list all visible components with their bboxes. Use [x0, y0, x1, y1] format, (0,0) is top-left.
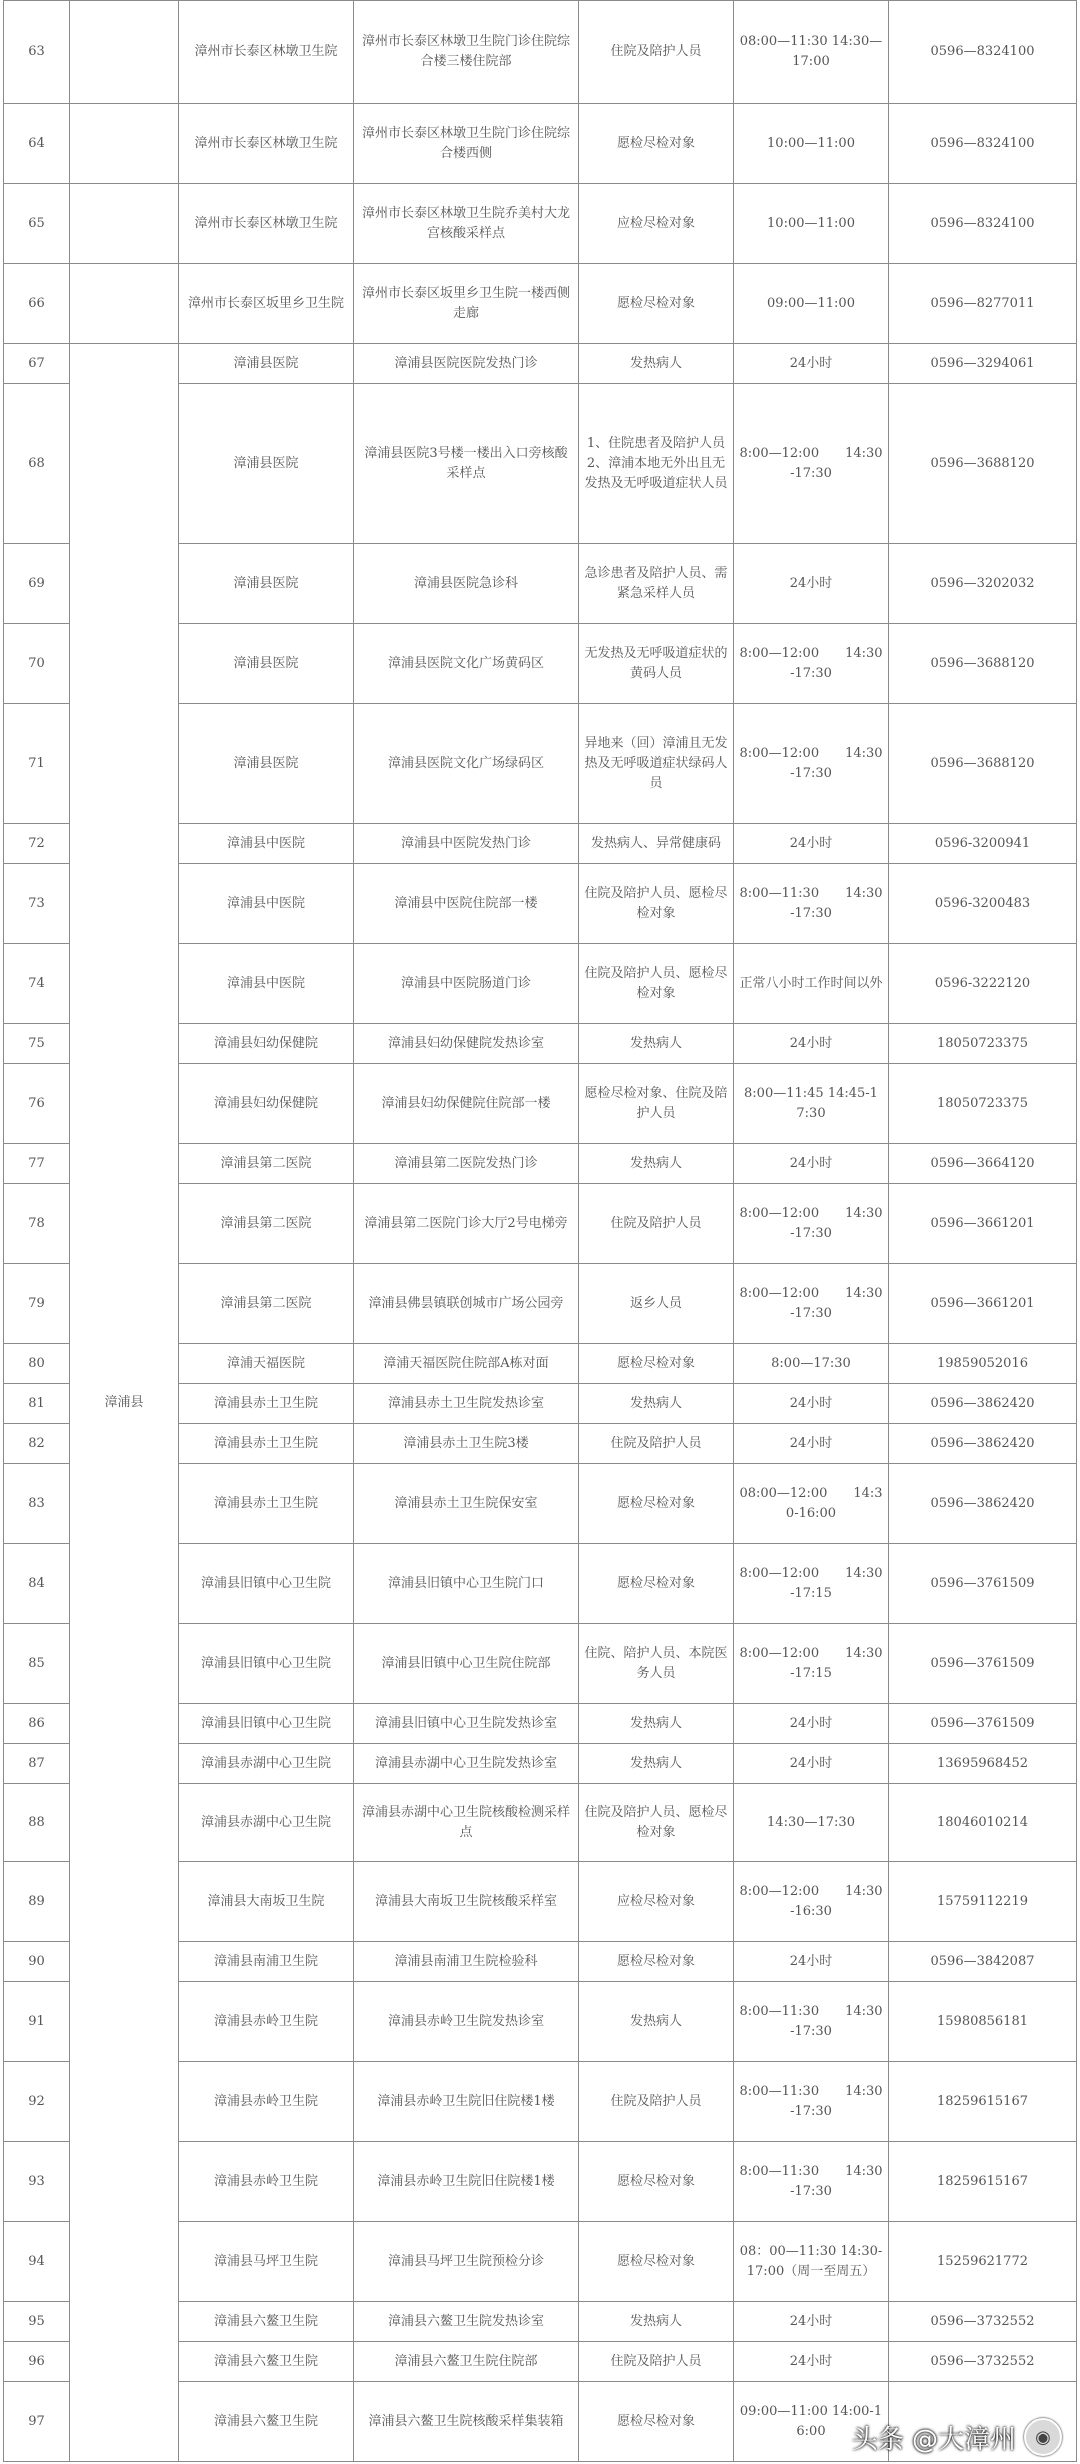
cell-time: 8:00—11:45 14:45-17:30 [734, 1064, 889, 1144]
cell-phone: 0596—3688120 [889, 384, 1077, 544]
cell-site: 漳浦县佛昙镇联创城市广场公园旁 [354, 1264, 579, 1344]
cell-phone: 0596—3664120 [889, 1144, 1077, 1184]
cell-no: 85 [4, 1624, 70, 1704]
cell-phone: 15759112219 [889, 1862, 1077, 1942]
cell-phone: 0596—3732552 [889, 2342, 1077, 2382]
cell-time: 8:00—12:00 14:30-17:15 [734, 1624, 889, 1704]
cell-site: 漳浦县中医院发热门诊 [354, 824, 579, 864]
cell-target: 住院及陪护人员 [579, 1, 734, 104]
cell-time: 24小时 [734, 544, 889, 624]
cell-target: 愿检尽检对象 [579, 2142, 734, 2222]
cell-no: 67 [4, 344, 70, 384]
cell-hospital: 漳浦县赤土卫生院 [179, 1424, 354, 1464]
cell-time: 10:00—11:00 [734, 184, 889, 264]
cell-time: 24小时 [734, 2342, 889, 2382]
cell-time: 24小时 [734, 344, 889, 384]
cell-target: 发热病人 [579, 1744, 734, 1784]
cell-target: 住院及陪护人员 [579, 1184, 734, 1264]
table-row [4, 104, 1077, 184]
cell-no: 91 [4, 1982, 70, 2062]
cell-no: 83 [4, 1464, 70, 1544]
cell-target: 应检尽检对象 [579, 184, 734, 264]
cell-hospital: 漳浦县医院 [179, 344, 354, 384]
cell-site: 漳浦县赤湖中心卫生院核酸检测采样点 [354, 1784, 579, 1862]
cell-hospital: 漳浦县六鳌卫生院 [179, 2382, 354, 2462]
cell-time: 24小时 [734, 1744, 889, 1784]
cell-no: 70 [4, 624, 70, 704]
watermark [852, 2418, 1062, 2456]
cell-target: 发热病人 [579, 1384, 734, 1424]
cell-no: 87 [4, 1744, 70, 1784]
cell-site: 漳浦县赤土卫生院保安室 [354, 1464, 579, 1544]
cell-phone: 0596—8277011 [889, 264, 1077, 344]
table-row [4, 1, 1077, 104]
cell-hospital: 漳浦县赤土卫生院 [179, 1384, 354, 1424]
cell-time: 24小时 [734, 1942, 889, 1982]
cell-target: 愿检尽检对象 [579, 1544, 734, 1624]
cell-site: 漳浦县医院3号楼一楼出入口旁核酸采样点 [354, 384, 579, 544]
cell-hospital: 漳浦县妇幼保健院 [179, 1064, 354, 1144]
cell-district-empty [70, 1, 179, 104]
cell-phone: 0596—3688120 [889, 624, 1077, 704]
cell-phone: 0596—3294061 [889, 344, 1077, 384]
cell-no: 88 [4, 1784, 70, 1862]
cell-hospital: 漳州市长泰区坂里乡卫生院 [179, 264, 354, 344]
cell-hospital: 漳浦县旧镇中心卫生院 [179, 1544, 354, 1624]
cell-hospital: 漳浦县赤岭卫生院 [179, 2142, 354, 2222]
cell-phone: 13695968452 [889, 1744, 1077, 1784]
cell-target: 住院及陪护人员、愿检尽检对象 [579, 1784, 734, 1862]
cell-target: 住院及陪护人员 [579, 1424, 734, 1464]
cell-site: 漳浦县大南坂卫生院核酸采样室 [354, 1862, 579, 1942]
cell-hospital: 漳浦县赤湖中心卫生院 [179, 1744, 354, 1784]
cell-no: 68 [4, 384, 70, 544]
cell-no: 63 [4, 1, 70, 104]
cell-hospital: 漳州市长泰区林墩卫生院 [179, 1, 354, 104]
cell-target: 愿检尽检对象 [579, 1344, 734, 1384]
cell-site: 漳浦县赤岭卫生院旧住院楼1楼 [354, 2142, 579, 2222]
cell-site: 漳浦县马坪卫生院预检分诊 [354, 2222, 579, 2302]
cell-site: 漳浦县医院文化广场黄码区 [354, 624, 579, 704]
cell-phone: 0596—3842087 [889, 1942, 1077, 1982]
cell-no: 71 [4, 704, 70, 824]
cell-site: 漳浦县赤土卫生院发热诊室 [354, 1384, 579, 1424]
cell-target: 异地来（回）漳浦且无发热及无呼吸道症状绿码人员 [579, 704, 734, 824]
cell-site: 漳浦县医院医院发热门诊 [354, 344, 579, 384]
cell-site: 漳浦县六鳌卫生院住院部 [354, 2342, 579, 2382]
cell-no: 69 [4, 544, 70, 624]
cell-time: 8:00—12:00 14:30-17:15 [734, 1544, 889, 1624]
watermark-text: 头条 @大漳州 [851, 2424, 1016, 2455]
cell-phone: 0596—3761509 [889, 1544, 1077, 1624]
cell-district-empty [70, 184, 179, 264]
cell-no: 64 [4, 104, 70, 184]
cell-time: 8:00—12:00 14:30-17:30 [734, 1264, 889, 1344]
cell-time: 正常八小时工作时间以外 [734, 944, 889, 1024]
cell-time: 24小时 [734, 1704, 889, 1744]
cell-phone: 0596—8324100 [889, 184, 1077, 264]
cell-time: 8:00—12:00 14:30-17:30 [734, 1184, 889, 1264]
cell-hospital: 漳浦县医院 [179, 384, 354, 544]
cell-target: 住院及陪护人员、愿检尽检对象 [579, 944, 734, 1024]
cell-phone: 0596—3732552 [889, 2302, 1077, 2342]
cell-hospital: 漳浦县妇幼保健院 [179, 1024, 354, 1064]
cell-no: 84 [4, 1544, 70, 1624]
cell-hospital: 漳浦县六鳌卫生院 [179, 2302, 354, 2342]
cell-no: 89 [4, 1862, 70, 1942]
cell-target: 返乡人员 [579, 1264, 734, 1344]
cell-no: 82 [4, 1424, 70, 1464]
cell-time: 24小时 [734, 1384, 889, 1424]
cell-time: 24小时 [734, 824, 889, 864]
cell-target: 住院及陪护人员 [579, 2062, 734, 2142]
cell-hospital: 漳浦县马坪卫生院 [179, 2222, 354, 2302]
cell-hospital: 漳州市长泰区林墩卫生院 [179, 184, 354, 264]
cell-time: 09:00—11:00 14:00-16:00 [734, 2382, 889, 2462]
cell-target: 愿检尽检对象 [579, 2222, 734, 2302]
cell-site: 漳浦县六鳌卫生院发热诊室 [354, 2302, 579, 2342]
table-row [4, 344, 1077, 384]
cell-phone: 18050723375 [889, 1024, 1077, 1064]
cell-site: 漳浦县医院文化广场绿码区 [354, 704, 579, 824]
cell-phone: 0596—3761509 [889, 1704, 1077, 1744]
cell-hospital: 漳浦县赤岭卫生院 [179, 1982, 354, 2062]
cell-target: 发热病人 [579, 2302, 734, 2342]
cell-target: 住院及陪护人员 [579, 2342, 734, 2382]
cell-phone: 0596—8324100 [889, 104, 1077, 184]
cell-no: 95 [4, 2302, 70, 2342]
cell-time: 8:00—11:30 14:30-17:30 [734, 864, 889, 944]
cell-site: 漳浦县旧镇中心卫生院门口 [354, 1544, 579, 1624]
cell-site: 漳浦县中医院肠道门诊 [354, 944, 579, 1024]
cell-site: 漳浦县赤岭卫生院发热诊室 [354, 1982, 579, 2062]
cell-time: 08：00—11:30 14:30-17:00（周一至周五） [734, 2222, 889, 2302]
cell-hospital: 漳浦县赤湖中心卫生院 [179, 1784, 354, 1862]
cell-no: 90 [4, 1942, 70, 1982]
cell-hospital: 漳浦县大南坂卫生院 [179, 1862, 354, 1942]
cell-target: 愿检尽检对象 [579, 104, 734, 184]
cell-phone: 0596-3200483 [889, 864, 1077, 944]
cell-phone: 15259621772 [889, 2222, 1077, 2302]
cell-phone: 0596-3200941 [889, 824, 1077, 864]
cell-target: 发热病人 [579, 344, 734, 384]
cell-phone: 0596—3202032 [889, 544, 1077, 624]
cell-time: 08:00—11:30 14:30—17:00 [734, 1, 889, 104]
cell-time: 24小时 [734, 2302, 889, 2342]
cell-site: 漳浦县中医院住院部一楼 [354, 864, 579, 944]
cell-time: 8:00—17:30 [734, 1344, 889, 1384]
cell-time: 24小时 [734, 1024, 889, 1064]
cell-phone: 0596—3661201 [889, 1264, 1077, 1344]
cell-phone: 0596—3761509 [889, 1624, 1077, 1704]
cell-target: 愿检尽检对象 [579, 1464, 734, 1544]
cell-no: 96 [4, 2342, 70, 2382]
cell-phone: 18046010214 [889, 1784, 1077, 1862]
cell-no: 94 [4, 2222, 70, 2302]
cell-no: 78 [4, 1184, 70, 1264]
cell-time: 8:00—12:00 14:30-17:30 [734, 624, 889, 704]
cell-no: 92 [4, 2062, 70, 2142]
cell-hospital: 漳浦县第二医院 [179, 1144, 354, 1184]
cell-hospital: 漳州市长泰区林墩卫生院 [179, 104, 354, 184]
cell-phone: 18050723375 [889, 1064, 1077, 1144]
cell-time: 8:00—11:30 14:30-17:30 [734, 2062, 889, 2142]
cell-site: 漳浦县南浦卫生院检验科 [354, 1942, 579, 1982]
cell-no: 77 [4, 1144, 70, 1184]
cell-no: 86 [4, 1704, 70, 1744]
cell-time: 08:00—12:00 14:30-16:00 [734, 1464, 889, 1544]
cell-time: 24小时 [734, 1144, 889, 1184]
cell-no: 79 [4, 1264, 70, 1344]
cell-no: 75 [4, 1024, 70, 1064]
cell-target: 愿检尽检对象 [579, 1942, 734, 1982]
cell-no: 76 [4, 1064, 70, 1144]
cell-target: 愿检尽检对象 [579, 2382, 734, 2462]
cell-hospital: 漳浦县第二医院 [179, 1184, 354, 1264]
cell-time: 24小时 [734, 1424, 889, 1464]
cell-target: 发热病人 [579, 1024, 734, 1064]
cell-time: 14:30—17:30 [734, 1784, 889, 1862]
cell-hospital: 漳浦县旧镇中心卫生院 [179, 1704, 354, 1744]
cell-no: 97 [4, 2382, 70, 2462]
avatar-icon: ◉ [1024, 2418, 1062, 2456]
cell-time: 8:00—11:30 14:30-17:30 [734, 2142, 889, 2222]
cell-site: 漳州市长泰区林墩卫生院门诊住院综合楼西侧 [354, 104, 579, 184]
cell-phone: 0596—3661201 [889, 1184, 1077, 1264]
cell-no: 65 [4, 184, 70, 264]
cell-site: 漳浦县赤岭卫生院旧住院楼1楼 [354, 2062, 579, 2142]
cell-time: 10:00—11:00 [734, 104, 889, 184]
cell-site: 漳浦县第二医院发热门诊 [354, 1144, 579, 1184]
cell-time: 8:00—12:00 14:30-17:30 [734, 704, 889, 824]
test-site-table [3, 0, 1077, 2462]
cell-phone: 15980856181 [889, 1982, 1077, 2062]
cell-phone: 18259615167 [889, 2062, 1077, 2142]
cell-phone: 19859052016 [889, 1344, 1077, 1384]
cell-target: 住院、陪护人员、本院医务人员 [579, 1624, 734, 1704]
cell-site: 漳州市长泰区林墩卫生院门诊住院综合楼三楼住院部 [354, 1, 579, 104]
cell-phone: 0596-3222120 [889, 944, 1077, 1024]
cell-time: 8:00—12:00 14:30-17:30 [734, 384, 889, 544]
cell-district: 漳浦县 [70, 344, 179, 2462]
table-row [4, 184, 1077, 264]
table-row [4, 264, 1077, 344]
cell-no: 66 [4, 264, 70, 344]
cell-hospital: 漳浦县旧镇中心卫生院 [179, 1624, 354, 1704]
cell-site: 漳浦县赤湖中心卫生院发热诊室 [354, 1744, 579, 1784]
cell-phone: 18259615167 [889, 2142, 1077, 2222]
cell-hospital: 漳浦县赤土卫生院 [179, 1464, 354, 1544]
cell-site: 漳浦天福医院住院部A栋对面 [354, 1344, 579, 1384]
cell-no: 74 [4, 944, 70, 1024]
cell-district-empty [70, 104, 179, 184]
cell-site: 漳浦县赤土卫生院3楼 [354, 1424, 579, 1464]
cell-site: 漳浦县第二医院门诊大厅2号电梯旁 [354, 1184, 579, 1264]
cell-hospital: 漳浦县医院 [179, 544, 354, 624]
cell-target: 住院及陪护人员、愿检尽检对象 [579, 864, 734, 944]
cell-hospital: 漳浦县中医院 [179, 864, 354, 944]
cell-hospital: 漳浦天福医院 [179, 1344, 354, 1384]
cell-time: 8:00—12:00 14:30-16:30 [734, 1862, 889, 1942]
cell-time: 8:00—11:30 14:30-17:30 [734, 1982, 889, 2062]
cell-phone: 0596—3862420 [889, 1424, 1077, 1464]
cell-site: 漳浦县旧镇中心卫生院发热诊室 [354, 1704, 579, 1744]
cell-site: 漳浦县旧镇中心卫生院住院部 [354, 1624, 579, 1704]
cell-no: 73 [4, 864, 70, 944]
cell-phone: 0596—3862420 [889, 1464, 1077, 1544]
cell-no: 81 [4, 1384, 70, 1424]
cell-phone: 0596—3862420 [889, 1384, 1077, 1424]
cell-hospital: 漳浦县医院 [179, 624, 354, 704]
cell-district-empty [70, 264, 179, 344]
cell-hospital: 漳浦县中医院 [179, 944, 354, 1024]
cell-no: 93 [4, 2142, 70, 2222]
cell-target: 应检尽检对象 [579, 1862, 734, 1942]
cell-site: 漳州市长泰区坂里乡卫生院一楼西侧走廊 [354, 264, 579, 344]
cell-target: 无发热及无呼吸道症状的黄码人员 [579, 624, 734, 704]
cell-hospital: 漳浦县六鳌卫生院 [179, 2342, 354, 2382]
cell-target: 发热病人、异常健康码 [579, 824, 734, 864]
cell-target: 愿检尽检对象、住院及陪护人员 [579, 1064, 734, 1144]
cell-no: 80 [4, 1344, 70, 1384]
cell-site: 漳浦县妇幼保健院发热诊室 [354, 1024, 579, 1064]
cell-target: 愿检尽检对象 [579, 264, 734, 344]
cell-hospital: 漳浦县医院 [179, 704, 354, 824]
cell-site: 漳浦县妇幼保健院住院部一楼 [354, 1064, 579, 1144]
cell-hospital: 漳浦县南浦卫生院 [179, 1942, 354, 1982]
cell-target: 发热病人 [579, 1144, 734, 1184]
cell-no: 72 [4, 824, 70, 864]
cell-target: 发热病人 [579, 1704, 734, 1744]
cell-site: 漳浦县六鳌卫生院核酸采样集装箱 [354, 2382, 579, 2462]
cell-hospital: 漳浦县中医院 [179, 824, 354, 864]
cell-time: 09:00—11:00 [734, 264, 889, 344]
cell-target: 发热病人 [579, 1982, 734, 2062]
cell-phone: 0596—8324100 [889, 1, 1077, 104]
cell-phone: 0596—3688120 [889, 704, 1077, 824]
cell-target: 急诊患者及陪护人员、需紧急采样人员 [579, 544, 734, 624]
cell-target: 1、住院患者及陪护人员 2、漳浦本地无外出且无发热及无呼吸道症状人员 [579, 384, 734, 544]
cell-hospital: 漳浦县赤岭卫生院 [179, 2062, 354, 2142]
cell-hospital: 漳浦县第二医院 [179, 1264, 354, 1344]
cell-site: 漳州市长泰区林墩卫生院乔美村大龙宫核酸采样点 [354, 184, 579, 264]
cell-site: 漳浦县医院急诊科 [354, 544, 579, 624]
